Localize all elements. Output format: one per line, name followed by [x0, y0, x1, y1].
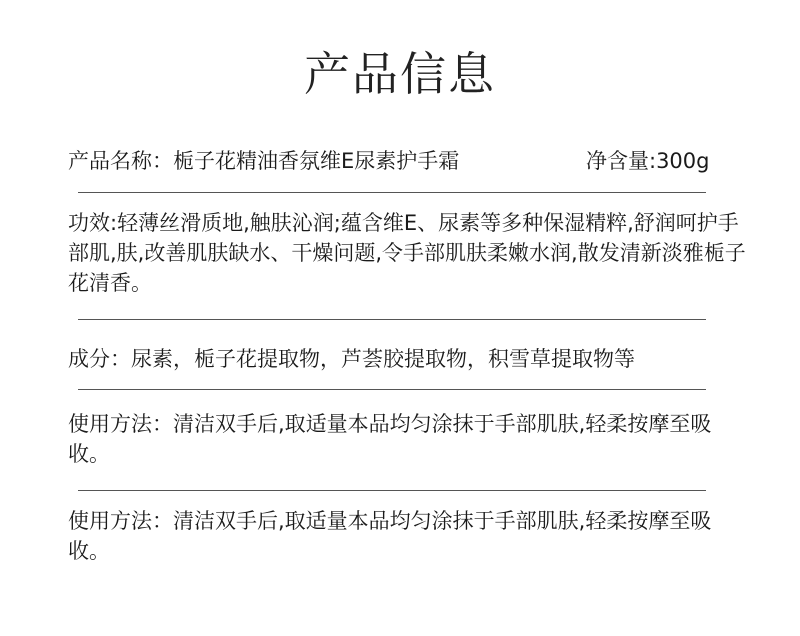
usage-text: 使用方法：清洁双手后,取适量本品均匀涂抹于手部肌肤,轻柔按摩至吸收。 — [68, 509, 712, 563]
divider — [78, 192, 706, 193]
divider — [78, 319, 706, 320]
ingredients-text: 成分：尿素，栀子花提取物，芦荟胶提取物，积雪草提取物等 — [68, 347, 635, 371]
product-name: 产品名称：栀子花精油香氛维E尿素护手霜 — [68, 149, 460, 173]
divider — [78, 490, 706, 491]
net-content: 净含量:300g — [586, 149, 710, 173]
usage-text: 使用方法：清洁双手后,取适量本品均匀涂抹于手部肌肤,轻柔按摩至吸收。 — [68, 412, 712, 466]
product-name-row — [68, 146, 748, 176]
effect-text: 功效:轻薄丝滑质地,触肤沁润;蕴含维E、尿素等多种保湿精粹,舒润呵护手部肌,肤,改善肌肤缺水、干燥问题,令手部肌肤柔嫩水润,散发清新淡雅栀子花清香。 — [68, 211, 746, 295]
page-title: 产品信息 — [304, 47, 496, 101]
divider — [78, 389, 706, 390]
